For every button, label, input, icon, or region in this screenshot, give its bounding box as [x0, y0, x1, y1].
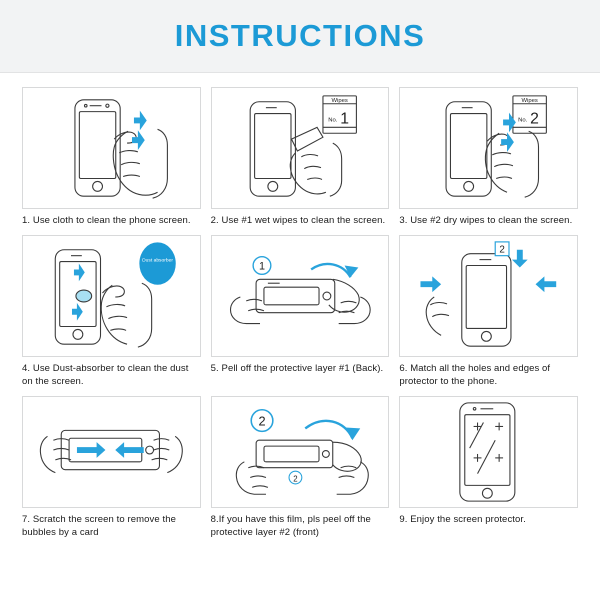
step-6 [399, 235, 578, 390]
peel-layer-one-icon [212, 236, 389, 356]
step-6-illustration [399, 235, 578, 357]
phone-with-dry-wipe-icon [400, 88, 577, 208]
peel-layer-two-icon [212, 397, 389, 507]
step-5-illustration [211, 235, 390, 357]
step-2-caption: 2. Use #1 wet wipes to clean the screen. [210, 215, 386, 226]
phone-with-wet-wipe-icon [212, 88, 389, 208]
step-3-illustration [399, 87, 578, 209]
step-2-illustration [211, 87, 390, 209]
scratch-card-icon [23, 397, 200, 507]
layer-badge-2-large-value: 2 [258, 413, 266, 429]
layer-badge-2-large [251, 410, 273, 432]
phone-with-dust-absorber-icon [23, 236, 200, 356]
wipes-badge-value-2: 1 [339, 110, 349, 128]
step-3 [399, 87, 578, 229]
wipes-badge-value-3: 2 [530, 110, 540, 128]
layer-badge-1 [253, 257, 271, 275]
page-title: INSTRUCTIONS [174, 18, 426, 53]
step-5-caption: 5. Pell off the protective layer #1 (Back). [210, 363, 384, 374]
wipes-badge-title-2: Wipes [331, 97, 348, 104]
step-7-caption: 7. Scratch the screen to remove the bubbles by a card [22, 514, 176, 538]
step-5 [211, 235, 390, 390]
layer-badge-2-small [289, 471, 302, 484]
layer-badge-2 [496, 242, 510, 256]
step-2 [211, 87, 390, 229]
step-7 [22, 396, 201, 541]
step-1-illustration [22, 87, 201, 209]
step-4-caption: 4. Use Dust-absorber to clean the dust on the screen. [22, 363, 189, 387]
layer-badge-1-value: 1 [258, 260, 265, 273]
step-1-caption: 1. Use cloth to clean the phone screen. [22, 215, 191, 226]
step-8 [211, 396, 390, 541]
step-4 [22, 235, 201, 390]
layer-badge-2-small-value: 2 [292, 474, 298, 484]
step-1 [22, 87, 201, 229]
wipes-badge-title-3: Wipes [521, 97, 539, 104]
layer-badge-2-value: 2 [499, 244, 506, 256]
page-header [0, 0, 600, 73]
step-8-illustration [211, 396, 390, 508]
align-protector-icon [400, 236, 577, 356]
dust-absorber-badge [140, 243, 175, 284]
step-7-illustration [22, 396, 201, 508]
steps-grid [0, 73, 600, 551]
step-6-caption: 6. Match all the holes and edges of protector to the phone. [399, 363, 551, 387]
step-9 [399, 396, 578, 541]
dust-absorber-label-line1: Dust absorber [142, 258, 173, 264]
step-9-caption: 9. Enjoy the screen protector. [399, 514, 526, 525]
wipes-badge-prefix-2: No. [327, 117, 338, 124]
step-9-illustration [399, 396, 578, 508]
wipes-badge-prefix-3: No. [518, 117, 528, 124]
step-3-caption: 3. Use #2 dry wipes to clean the screen. [399, 215, 573, 226]
step-8-caption: 8.If you have this film, pls peel off the protective layer #2 (front) [210, 514, 371, 538]
step-4-illustration [22, 235, 201, 357]
phone-with-cloth-icon [23, 88, 200, 208]
finished-phone-icon [400, 397, 577, 507]
